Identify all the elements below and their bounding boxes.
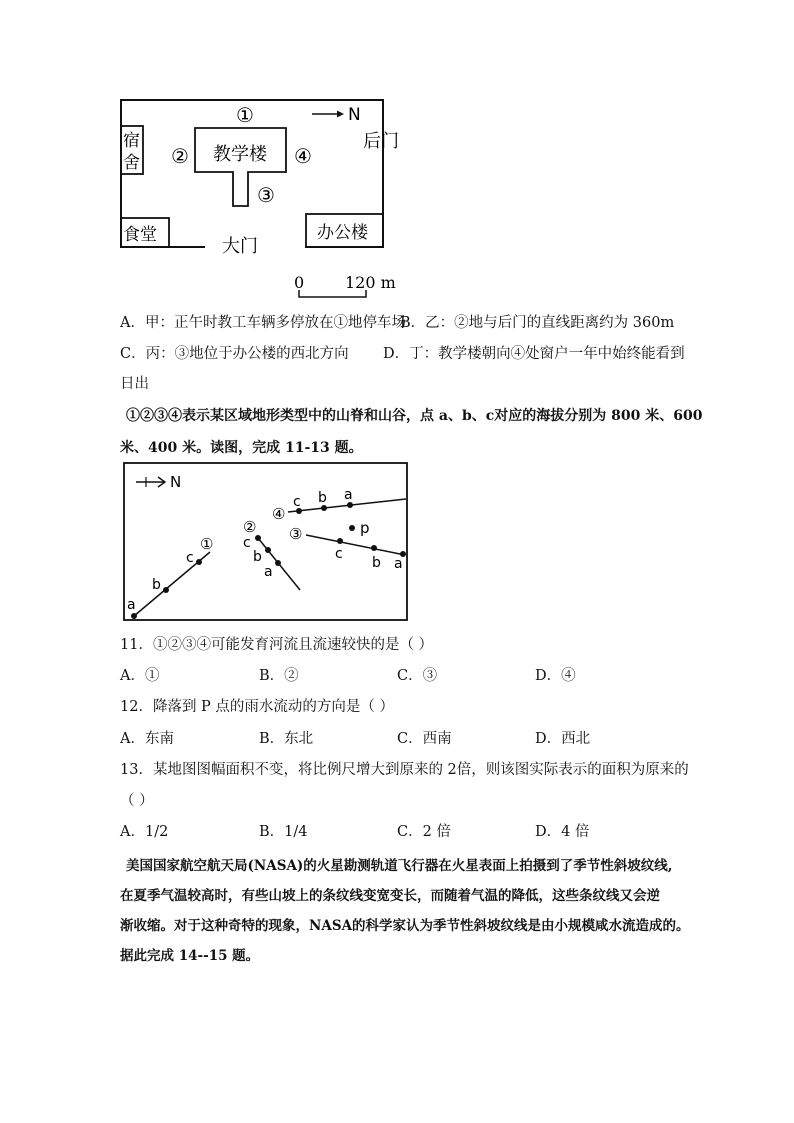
q11-stem: 11．①②③④可能发育河流且流速较快的是（ ） [120,637,434,653]
terrain-north-label: N [170,473,182,491]
line-3 [306,535,405,555]
line-3-label: ③ [289,525,303,543]
q11-option-c[interactable]: C．③ [397,668,438,684]
line-1-label-b: b [152,577,161,593]
dorm-label-1: 宿 [123,131,140,151]
line-3-label-a: a [394,556,403,572]
q10-option-d[interactable]: D．丁：教学楼朝向④处窗户一年中始终能看到 [383,346,685,362]
campus-map [0,0,794,300]
canteen-label: 食堂 [123,225,157,245]
marker-2: ② [171,144,189,168]
line-2-point-a [275,560,281,566]
marker-4: ④ [294,144,312,168]
q12-option-d[interactable]: D．西北 [535,731,591,747]
line-4-label: ④ [272,505,286,523]
q13-option-a[interactable]: A．1/2 [120,824,169,840]
line-1-label: ① [200,535,214,553]
line-2-label-a: a [264,564,273,580]
scale-zero: 0 [294,273,305,292]
q12-option-c[interactable]: C．西南 [397,731,452,747]
intro-14-15-line2: 在夏季气温较高时，有些山坡上的条纹线变宽变长，而随着气温的降低，这些条纹线又会逆 [120,888,660,904]
intro-11-13-line2: 米、400 米。读图，完成 11-13 题。 [120,440,363,456]
marker-3: ③ [257,183,275,207]
q12-stem: 12．降落到 P 点的雨水流动的方向是（ ） [120,699,395,715]
line-2-label-c: c [243,535,251,551]
point-p [349,525,355,531]
line-2-label: ② [243,518,257,536]
line-3-point-b [371,545,377,551]
q11-option-a[interactable]: A．① [120,668,160,684]
q12-option-a[interactable]: A．东南 [120,731,174,747]
main-gate-label: 大门 [222,236,258,257]
line-3-label-c: c [335,546,343,562]
q10-option-a[interactable]: A．甲：正午时教工车辆多停放在①地停车场 [120,315,406,331]
intro-14-15-line3: 渐收缩。对于这种奇特的现象，NASA的科学家认为季节性斜坡纹线是由小规模咸水流造成的。 [120,918,690,934]
line-3-label-b: b [372,555,381,571]
line-4-label-b: b [318,490,327,506]
q11-option-d[interactable]: D．④ [535,668,576,684]
line-2-point-b [265,547,271,553]
q13-option-b[interactable]: B．1/4 [259,824,308,840]
q13-option-c[interactable]: C．2 倍 [397,824,451,840]
point-p-label: p [360,519,370,537]
terrain-map [0,455,794,630]
line-1-label-a: a [127,597,136,613]
north-arrow-head [337,111,344,118]
q13-answer-paren: （ ） [120,793,154,809]
line-4-label-c: c [293,494,301,510]
line-3-point-c [337,538,343,544]
marker-1: ① [236,103,254,127]
q12-option-b[interactable]: B．东北 [259,731,314,747]
scale-value: 120 m [345,273,396,292]
q10-option-c[interactable]: C．丙：③地位于办公楼的西北方向 [120,346,349,362]
line-1-label-c: c [186,550,194,566]
teaching-building-label: 教学楼 [213,144,267,165]
terrain-map-frame [124,463,407,620]
q10-option-b[interactable]: B．乙：②地与后门的直线距离约为 360m [400,315,675,331]
office-label: 办公楼 [317,223,368,243]
q10-option-d-continued: 日出 [120,376,149,392]
dorm-label-2: 舍 [123,153,140,173]
line-1-point-c [196,559,202,565]
line-1-point-b [163,587,169,593]
intro-14-15-line1: 美国国家航空航天局(NASA)的火星勘测轨道飞行器在火星表面上拍摄到了季节性斜坡纹线, [126,858,673,874]
line-4-label-a: a [344,487,353,503]
back-gate-label: 后门 [363,131,399,152]
q13-option-d[interactable]: D．4 倍 [535,824,590,840]
intro-14-15-line4: 据此完成 14--15 题。 [120,948,260,964]
north-label: N [348,105,361,125]
q11-option-b[interactable]: B．② [259,668,299,684]
q13-stem: 13．某地图图幅面积不变，将比例尺增大到原来的 2倍，则该图实际表示的面积为原来的 [120,762,689,778]
intro-11-13-line1: ①②③④表示某区域地形类型中的山脊和山谷，点 a、b、c对应的海拔分别为 800 米、600 [126,408,703,424]
line-2-label-b: b [253,549,262,565]
line-1-point-a [131,613,137,619]
